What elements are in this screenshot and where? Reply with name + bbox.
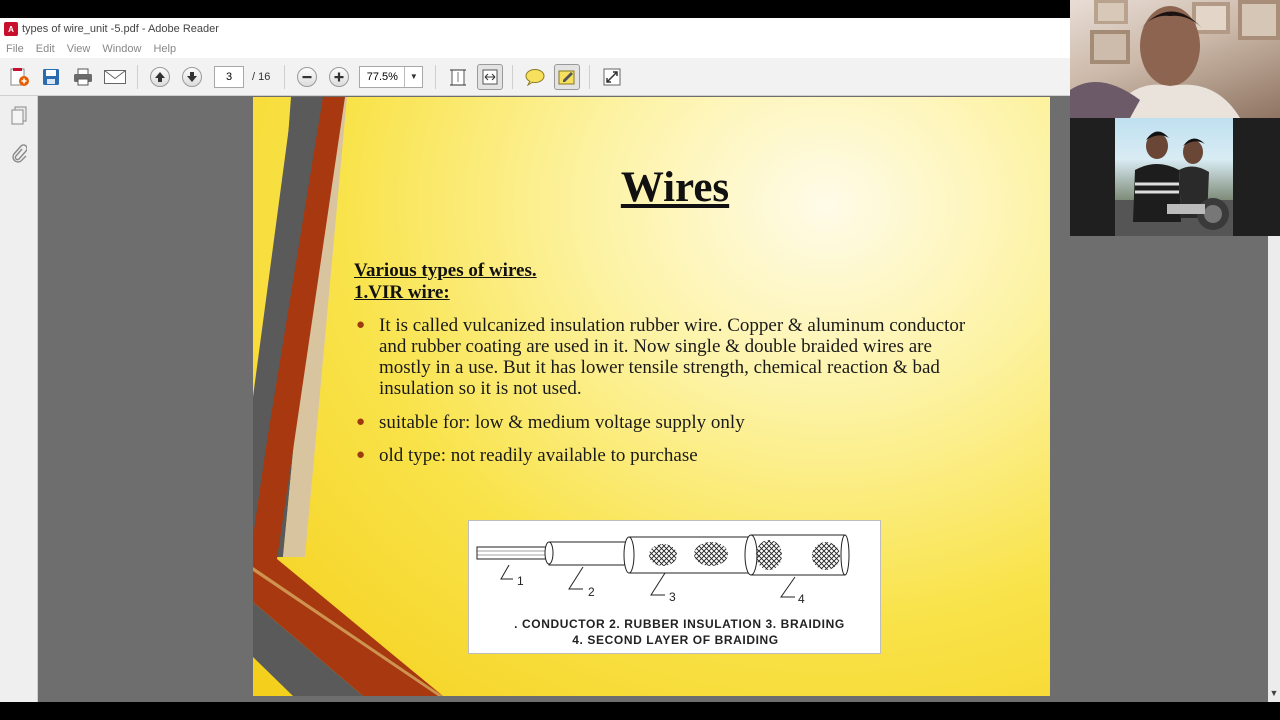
- wire-diagram: [468, 520, 881, 654]
- toolbar-separator: [284, 65, 285, 89]
- bullet-text: old type: not readily available to purchase: [379, 445, 698, 466]
- figure-label-4: 4: [798, 592, 805, 606]
- attachments-icon[interactable]: [9, 144, 29, 164]
- menu-bar: [0, 40, 1070, 58]
- print-button[interactable]: [70, 64, 96, 90]
- bullet-text: suitable for: low & medium voltage supply only: [379, 412, 745, 433]
- vir-cable-drawing: [469, 521, 882, 617]
- zoom-in-button[interactable]: [326, 64, 352, 90]
- figure-label-2: 2: [588, 585, 595, 599]
- save-icon: [41, 67, 61, 87]
- slide-heading-types: Various types of wires.: [354, 260, 537, 281]
- comment-button[interactable]: [522, 64, 548, 90]
- menu-file[interactable]: File: [6, 43, 24, 55]
- zoom-out-icon: [297, 67, 317, 87]
- zoom-value[interactable]: 77.5%: [366, 70, 398, 83]
- presenter-image: [1070, 0, 1280, 118]
- email-icon: [103, 68, 127, 86]
- figure-label-1: 1: [517, 574, 524, 588]
- zoom-in-icon: [329, 67, 349, 87]
- window-titlebar: [0, 18, 1070, 40]
- next-page-icon: [182, 67, 202, 87]
- previous-page-button[interactable]: [147, 64, 173, 90]
- toolbar-separator: [435, 65, 436, 89]
- zoom-select[interactable]: [359, 66, 423, 88]
- save-button[interactable]: [38, 64, 64, 90]
- figure-caption-line2: 4. SECOND LAYER OF BRAIDING: [572, 633, 779, 647]
- page-total-label: / 16: [252, 70, 271, 83]
- fullscreen-button[interactable]: [599, 64, 625, 90]
- create-pdf-button[interactable]: [6, 64, 32, 90]
- sign-button[interactable]: [554, 64, 580, 90]
- bullet-icon: ●: [356, 414, 366, 430]
- figure-label-3: 3: [669, 590, 676, 604]
- create-pdf-icon: [8, 66, 30, 88]
- toolbar-separator: [589, 65, 590, 89]
- menu-edit[interactable]: Edit: [35, 43, 55, 55]
- slide-title: Wires: [620, 164, 730, 211]
- bullet-item: [354, 445, 974, 466]
- sign-icon: [557, 67, 577, 87]
- navigation-pane: [0, 96, 38, 702]
- thumbnail-photo: [1115, 118, 1233, 236]
- bullet-item: [354, 412, 974, 433]
- toolbar-separator: [137, 65, 138, 89]
- fullscreen-icon: [602, 67, 622, 87]
- menu-window[interactable]: Window: [102, 43, 142, 55]
- fit-width-icon: [480, 67, 500, 87]
- status-strip: [0, 702, 1280, 720]
- email-button[interactable]: [102, 64, 128, 90]
- fit-page-button[interactable]: [445, 64, 471, 90]
- pdf-file-icon: A: [4, 22, 18, 36]
- vertical-scrollbar[interactable]: [1268, 236, 1280, 702]
- comment-icon: [524, 67, 546, 87]
- fit-page-icon: [448, 67, 468, 87]
- bullet-icon: ●: [356, 447, 366, 463]
- previous-page-icon: [150, 67, 170, 87]
- toolbar-separator: [512, 65, 513, 89]
- webcam-thumbnail: [1070, 118, 1280, 236]
- pages-icon[interactable]: [9, 106, 29, 126]
- figure-caption-line1: . CONDUCTOR 2. RUBBER INSULATION 3. BRAIDING: [514, 617, 845, 631]
- menu-help[interactable]: Help: [153, 43, 177, 55]
- window-title: types of wire_unit -5.pdf - Adobe Reader: [22, 23, 219, 35]
- bullet-item: [354, 315, 974, 399]
- fit-width-button[interactable]: [477, 64, 503, 90]
- page-number-input[interactable]: 3: [214, 66, 244, 88]
- webcam-presenter-video: [1070, 0, 1280, 118]
- chevron-down-icon[interactable]: ▼: [404, 67, 422, 87]
- zoom-out-button[interactable]: [294, 64, 320, 90]
- slide-heading-vir: 1.VIR wire:: [354, 282, 450, 303]
- next-page-button[interactable]: [179, 64, 205, 90]
- print-icon: [72, 67, 94, 87]
- scroll-down-icon[interactable]: ▼: [1269, 688, 1279, 698]
- bullet-icon: ●: [356, 317, 366, 333]
- menu-view[interactable]: View: [66, 43, 91, 55]
- bullet-text: It is called vulcanized insulation rubber wire. Copper & aluminum conductor and rubber coating are used in it. Now single & double braided wires are mostly in a use. But it has lower tensile strength, chemical reaction & bad insulation so it is not used.: [379, 315, 966, 399]
- pdf-page: [253, 97, 1050, 696]
